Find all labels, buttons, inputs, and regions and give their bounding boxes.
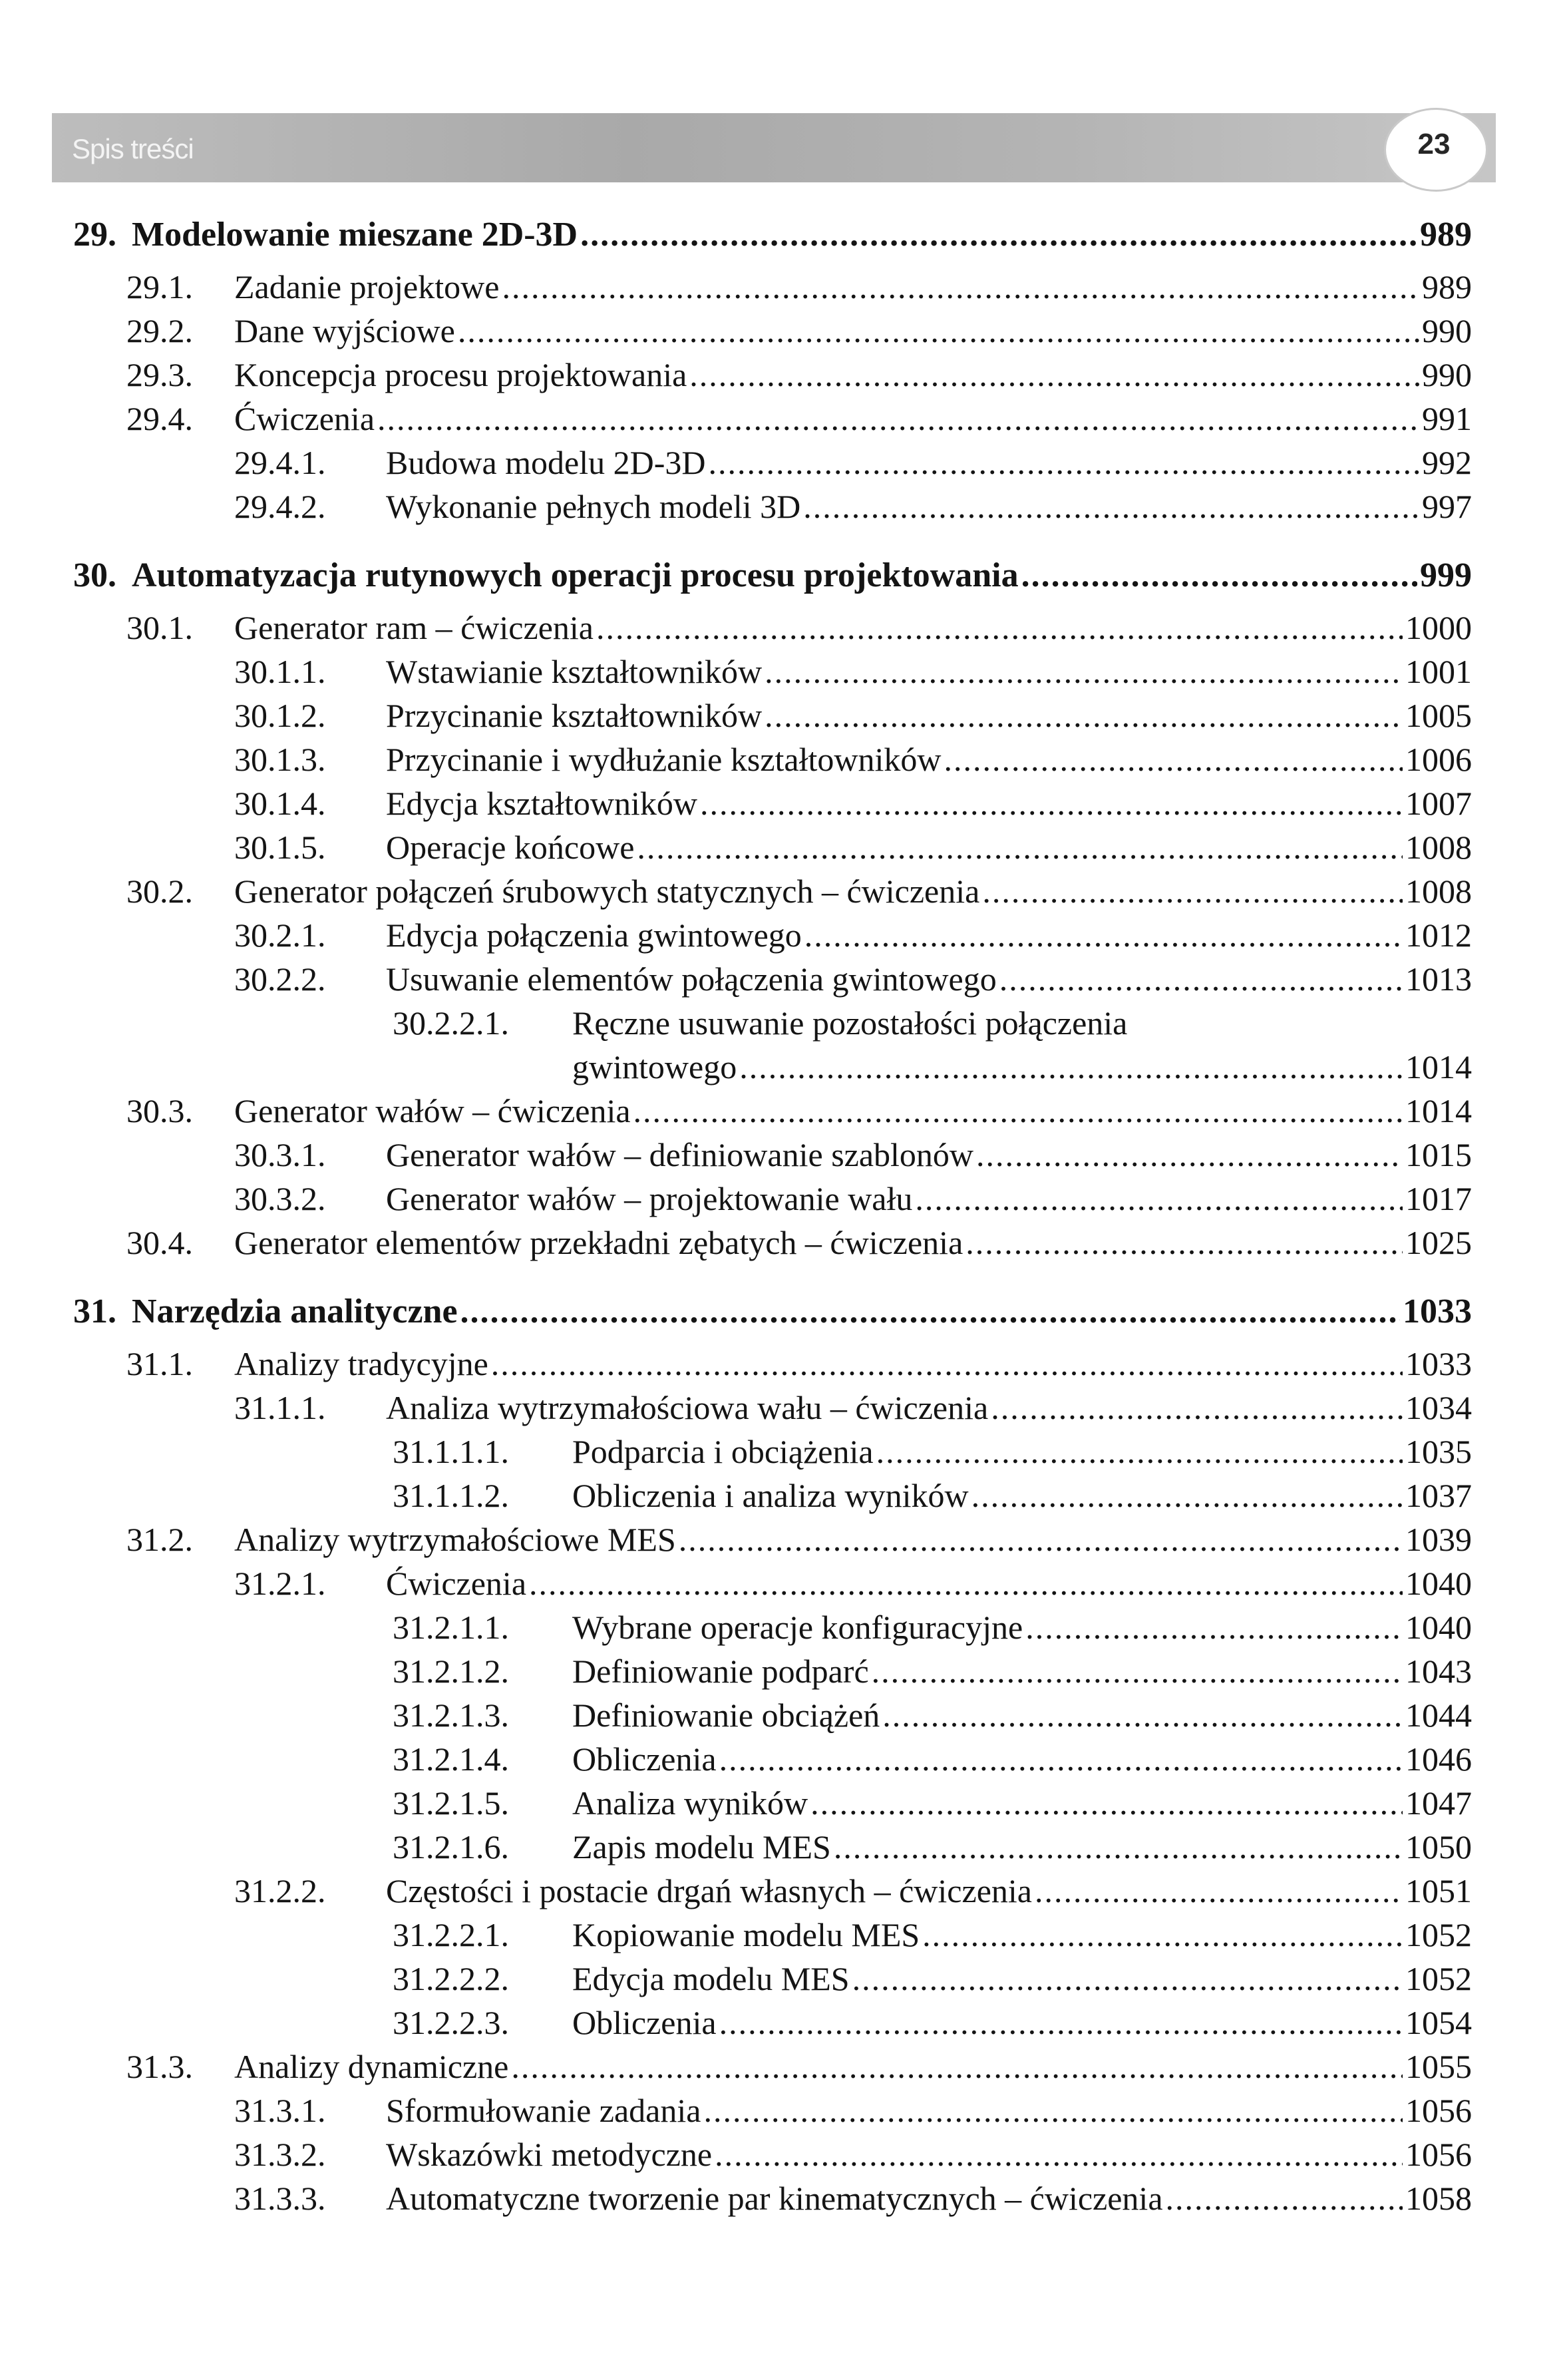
toc-entry-page: 1047 (1405, 1784, 1472, 1822)
toc-entry-number: 30.1. (126, 609, 193, 646)
toc-entry-title: Narzędzia analityczne (132, 1292, 458, 1330)
toc-entry-number: 31.1.1.1. (393, 1433, 509, 1470)
toc-entry-number: 31.2.1.3. (393, 1696, 509, 1734)
toc-entry-number: 30.3.2. (234, 1180, 326, 1217)
dot-leader (976, 1133, 1403, 1177)
running-header-title: Spis treści (72, 133, 194, 164)
toc-entry[interactable] (234, 1133, 1472, 1177)
toc-entry-title: Częstości i postacie drgań własnych – ćwiczenia (386, 1872, 1032, 1909)
toc-entry-title-continuation: gwintowego (572, 1048, 737, 1086)
toc-entry[interactable] (126, 265, 1472, 309)
toc-entry-page: 1039 (1405, 1521, 1472, 1558)
toc-entry-title: Ćwiczenia (386, 1565, 527, 1602)
toc-entry[interactable] (234, 957, 1472, 1001)
dot-leader (679, 1517, 1403, 1561)
toc-entry-page: 1015 (1405, 1136, 1472, 1173)
toc-entry[interactable] (393, 1693, 1472, 1737)
dot-leader (810, 1781, 1403, 1825)
toc-entry-title: Generator wałów – definiowanie szablonów (386, 1136, 974, 1173)
toc-entry-page: 1058 (1405, 2180, 1472, 2217)
toc-entry[interactable] (393, 1474, 1472, 1517)
toc-entry-number: 29.4. (126, 400, 193, 437)
toc-entry-title: Kopiowanie modelu MES (572, 1916, 920, 1953)
toc-entry-number: 29.4.2. (234, 488, 326, 525)
dot-leader (703, 2088, 1403, 2132)
dot-leader (1021, 554, 1417, 598)
toc-entry-page: 1014 (1405, 1092, 1472, 1129)
toc-entry[interactable] (126, 1342, 1472, 1386)
toc-entry[interactable] (393, 1649, 1472, 1693)
toc-entry-number: 30.1.2. (234, 697, 326, 734)
toc-entry[interactable] (393, 1737, 1472, 1781)
dot-leader (596, 606, 1403, 650)
toc-entry-page: 1001 (1405, 653, 1472, 690)
dot-leader (689, 353, 1419, 397)
toc-entry[interactable] (234, 694, 1472, 737)
toc-entry-title: Wskazówki metodyczne (386, 2136, 713, 2173)
toc-entry-title: Zadanie projektowe (234, 268, 500, 305)
toc-entry-page: 1025 (1405, 1224, 1472, 1261)
toc-entry-number: 31. (73, 1292, 116, 1330)
toc-entry-page: 989 (1420, 216, 1472, 254)
dot-leader (458, 309, 1419, 353)
toc-entry-title: Generator wałów – projektowanie wału (386, 1180, 913, 1217)
toc-entry-number: 31.2. (126, 1521, 193, 1558)
toc-entry[interactable] (393, 1957, 1472, 2001)
toc-entry[interactable] (73, 554, 1472, 598)
toc-entry-number: 31.2.2.1. (393, 1916, 509, 1953)
toc-entry-title: Ćwiczenia (234, 400, 375, 437)
toc-entry-number: 30. (73, 556, 116, 594)
toc-entry-number: 29.3. (126, 356, 193, 393)
toc-entry[interactable] (126, 1089, 1472, 1133)
toc-entry-title: Generator wałów – ćwiczenia (234, 1092, 631, 1129)
toc-entry-title: Zapis modelu MES (572, 1828, 831, 1866)
header-band (52, 113, 1496, 182)
dot-leader (1035, 1869, 1403, 1913)
toc-entry-page: 1008 (1405, 829, 1472, 866)
dot-leader (709, 441, 1420, 485)
toc-entry-number: 31.1. (126, 1345, 193, 1382)
toc-entry-number: 31.2.2.2. (393, 1960, 509, 1997)
toc-entry-number: 29.4.1. (234, 444, 326, 481)
toc-entry-title: Edycja modelu MES (572, 1960, 850, 1997)
dot-leader (804, 913, 1403, 957)
toc-entry-title: Edycja kształtowników (386, 785, 697, 822)
toc-entry-number: 30.2.2. (234, 960, 326, 998)
toc-entry-page: 1000 (1405, 609, 1472, 646)
toc-entry[interactable] (393, 1781, 1472, 1825)
toc-entry-number: 31.3. (126, 2048, 193, 2085)
toc-entry[interactable] (234, 2176, 1472, 2220)
dot-leader (999, 957, 1403, 1001)
dot-leader (882, 1693, 1403, 1737)
toc-entry[interactable] (126, 1221, 1472, 1265)
dot-leader (502, 265, 1419, 309)
toc-entry-title: Obliczenia i analiza wyników (572, 1477, 969, 1514)
dot-leader (922, 1913, 1403, 1957)
toc-entry-number: 31.1.1. (234, 1389, 326, 1426)
dot-leader (739, 1045, 1403, 1089)
toc-entry[interactable] (234, 825, 1472, 869)
toc-entry[interactable] (393, 1825, 1472, 1869)
toc-entry[interactable] (73, 213, 1472, 257)
toc-entry-number: 31.3.2. (234, 2136, 326, 2173)
toc-entry[interactable] (234, 1386, 1472, 1430)
toc-entry-number: 31.2.1.2. (393, 1653, 509, 1690)
toc-entry[interactable] (126, 606, 1472, 650)
dot-leader (377, 397, 1419, 441)
toc-entry-number: 31.2.1. (234, 1565, 326, 1602)
toc-entry-title: Automatyczne tworzenie par kinematycznych – ćwiczenia (386, 2180, 1163, 2217)
toc-entry-page: 989 (1422, 268, 1472, 305)
toc-entry-title: Automatyzacja rutynowych operacji procesu projektowania (132, 556, 1019, 594)
toc-entry-number: 31.1.1.2. (393, 1477, 509, 1514)
toc-entry[interactable] (234, 485, 1472, 528)
toc-entry-page: 1052 (1405, 1960, 1472, 1997)
dot-leader (719, 2001, 1403, 2045)
toc-entry-title: Generator połączeń śrubowych statycznych – ćwiczenia (234, 873, 980, 910)
toc-entry-page: 1055 (1405, 2048, 1472, 2085)
toc-entry-number: 30.2.2.1. (393, 1004, 509, 1042)
dot-leader (876, 1430, 1403, 1474)
toc-entry[interactable] (234, 650, 1472, 694)
toc-entry-title: Operacje końcowe (386, 829, 635, 866)
toc-entry-number: 31.2.2. (234, 1872, 326, 1909)
toc-entry[interactable] (234, 1561, 1472, 1605)
toc-entry-page: 1052 (1405, 1916, 1472, 1953)
dot-leader (852, 1957, 1403, 2001)
toc-entry-title: Definiowanie obciążeń (572, 1696, 880, 1734)
toc-entry[interactable] (234, 2132, 1472, 2176)
toc-entry[interactable] (73, 1290, 1472, 1334)
toc-entry-number: 31.2.1.4. (393, 1740, 509, 1778)
toc-entry-page: 1056 (1405, 2092, 1472, 2129)
toc-entry-title: Obliczenia (572, 1740, 717, 1778)
dot-leader (1166, 2176, 1403, 2220)
toc-entry-number: 30.4. (126, 1224, 193, 1261)
toc-entry[interactable] (234, 2088, 1472, 2132)
toc-entry[interactable] (393, 2001, 1472, 2045)
toc-entry-title: Analiza wytrzymałościowa wału – ćwiczenia (386, 1389, 989, 1426)
toc-entry[interactable] (234, 1177, 1472, 1221)
toc-entry-title: Przycinanie kształtowników (386, 697, 763, 734)
toc-entry-page: 1005 (1405, 697, 1472, 734)
toc-entry-title: Podparcia i obciążenia (572, 1433, 874, 1470)
dot-leader (460, 1290, 1400, 1334)
toc-entry-number: 30.2.1. (234, 916, 326, 954)
dot-leader (965, 1221, 1403, 1265)
toc-entry-page: 1050 (1405, 1828, 1472, 1866)
toc-entry-number: 30.1.3. (234, 741, 326, 778)
toc-entry-title: Generator elementów przekładni zębatych – ćwiczenia (234, 1224, 963, 1261)
dot-leader (915, 1177, 1403, 1221)
dot-leader (633, 1089, 1403, 1133)
toc-entry-title: Ręczne usuwanie pozostałości połączenia (572, 1004, 1128, 1042)
toc-entry[interactable] (393, 1001, 1472, 1045)
dot-leader (637, 825, 1403, 869)
dot-leader (982, 869, 1403, 913)
toc-entry-number: 30.1.5. (234, 829, 326, 866)
toc-entry-page: 992 (1422, 444, 1472, 481)
toc-entry-title: Modelowanie mieszane 2D-3D (132, 216, 578, 254)
toc-entry-number: 31.3.3. (234, 2180, 326, 2217)
toc-entry-title: Obliczenia (572, 2004, 717, 2041)
dot-leader (971, 1474, 1403, 1517)
toc-entry-title: Wykonanie pełnych modeli 3D (386, 488, 801, 525)
toc-entry-page: 1051 (1405, 1872, 1472, 1909)
toc-entry-page: 1043 (1405, 1653, 1472, 1690)
toc-entry-continuation[interactable] (572, 1045, 1472, 1089)
toc-entry-title: Koncepcja procesu projektowania (234, 356, 687, 393)
toc-entry-page: 1012 (1405, 916, 1472, 954)
toc-entry[interactable] (234, 781, 1472, 825)
dot-leader (991, 1386, 1403, 1430)
toc-entry-page: 1007 (1405, 785, 1472, 822)
toc-entry-title: Analizy dynamiczne (234, 2048, 509, 2085)
dot-leader (715, 2132, 1403, 2176)
dot-leader (1025, 1605, 1403, 1649)
toc-entry-number: 31.3.1. (234, 2092, 326, 2129)
toc-entry[interactable] (126, 2045, 1472, 2088)
toc-entry-title: Edycja połączenia gwintowego (386, 916, 802, 954)
toc-entry[interactable] (393, 1605, 1472, 1649)
toc-entry-title: Analizy tradycyjne (234, 1345, 488, 1382)
toc-entry-title: Analiza wyników (572, 1784, 808, 1822)
toc-entry[interactable] (234, 737, 1472, 781)
toc-entry-number: 31.2.1.6. (393, 1828, 509, 1866)
toc-entry-page: 990 (1422, 312, 1472, 349)
toc-entry-number: 31.2.2.3. (393, 2004, 509, 2041)
toc-entry[interactable] (234, 913, 1472, 957)
dot-leader (491, 1342, 1403, 1386)
toc-entry-title: Generator ram – ćwiczenia (234, 609, 594, 646)
toc-entry-page: 997 (1422, 488, 1472, 525)
toc-entry-page: 1040 (1405, 1609, 1472, 1646)
toc-entry-page: 990 (1422, 356, 1472, 393)
toc-entry-page: 991 (1422, 400, 1472, 437)
toc-entry[interactable] (234, 441, 1472, 485)
toc-entry-title: Definiowanie podparć (572, 1653, 869, 1690)
toc-entry-page: 1056 (1405, 2136, 1472, 2173)
toc-entry[interactable] (126, 397, 1472, 441)
toc-entry[interactable] (126, 309, 1472, 353)
toc-entry-number: 31.2.1.1. (393, 1609, 509, 1646)
toc-entry-title: Analizy wytrzymałościowe MES (234, 1521, 676, 1558)
toc-entry[interactable] (126, 353, 1472, 397)
toc-entry-number: 29.2. (126, 312, 193, 349)
dot-leader (834, 1825, 1403, 1869)
dot-leader (765, 650, 1403, 694)
toc-entry-number: 30.3. (126, 1092, 193, 1129)
toc-entry-title: Wybrane operacje konfiguracyjne (572, 1609, 1023, 1646)
dot-leader (529, 1561, 1403, 1605)
toc-entry[interactable] (126, 1517, 1472, 1561)
toc-entry-title: Sformułowanie zadania (386, 2092, 701, 2129)
toc-entry-page: 1044 (1405, 1696, 1472, 1734)
toc-entry-page: 1046 (1405, 1740, 1472, 1778)
toc-entry-page: 1054 (1405, 2004, 1472, 2041)
toc-entry[interactable] (234, 1869, 1472, 1913)
toc-entry[interactable] (393, 1430, 1472, 1474)
toc-entry-page: 1035 (1405, 1433, 1472, 1470)
toc-entry-page: 1017 (1405, 1180, 1472, 1217)
toc-entry-page: 1006 (1405, 741, 1472, 778)
dot-leader (765, 694, 1403, 737)
toc-entry-title: Wstawianie kształtowników (386, 653, 763, 690)
toc-entry-number: 29.1. (126, 268, 193, 305)
page-number: 23 (1417, 128, 1451, 160)
toc-entry[interactable] (393, 1913, 1472, 1957)
toc-entry-number: 30.1.1. (234, 653, 326, 690)
toc-entry-title: Usuwanie elementów połączenia gwintowego (386, 960, 997, 998)
toc-entry-page: 1013 (1405, 960, 1472, 998)
dot-leader (511, 2045, 1403, 2088)
toc-entry-number: 30.3.1. (234, 1136, 326, 1173)
toc-entry-number: 30.2. (126, 873, 193, 910)
toc-entry-page: 1008 (1405, 873, 1472, 910)
toc-entry[interactable] (126, 869, 1472, 913)
toc-entry-page: 1040 (1405, 1565, 1472, 1602)
toc-entry-number: 30.1.4. (234, 785, 326, 822)
toc-entry-page: 1037 (1405, 1477, 1472, 1514)
toc-entry-page: 1014 (1405, 1048, 1472, 1086)
dot-leader (700, 781, 1403, 825)
toc-entry-page: 1033 (1403, 1292, 1472, 1330)
dot-leader (872, 1649, 1403, 1693)
toc-entry-number: 31.2.1.5. (393, 1784, 509, 1822)
toc-entry-page: 1034 (1405, 1389, 1472, 1426)
toc-entry-number: 29. (73, 216, 116, 254)
toc-entry-title: Przycinanie i wydłużanie kształtowników (386, 741, 942, 778)
dot-leader (944, 737, 1403, 781)
dot-leader (719, 1737, 1403, 1781)
dot-leader (580, 213, 1417, 257)
dot-leader (803, 485, 1419, 528)
toc-entry-title: Dane wyjściowe (234, 312, 455, 349)
toc-entry-page: 1033 (1405, 1345, 1472, 1382)
toc-entry-title: Budowa modelu 2D-3D (386, 444, 706, 481)
toc-entry-page: 999 (1420, 556, 1472, 594)
